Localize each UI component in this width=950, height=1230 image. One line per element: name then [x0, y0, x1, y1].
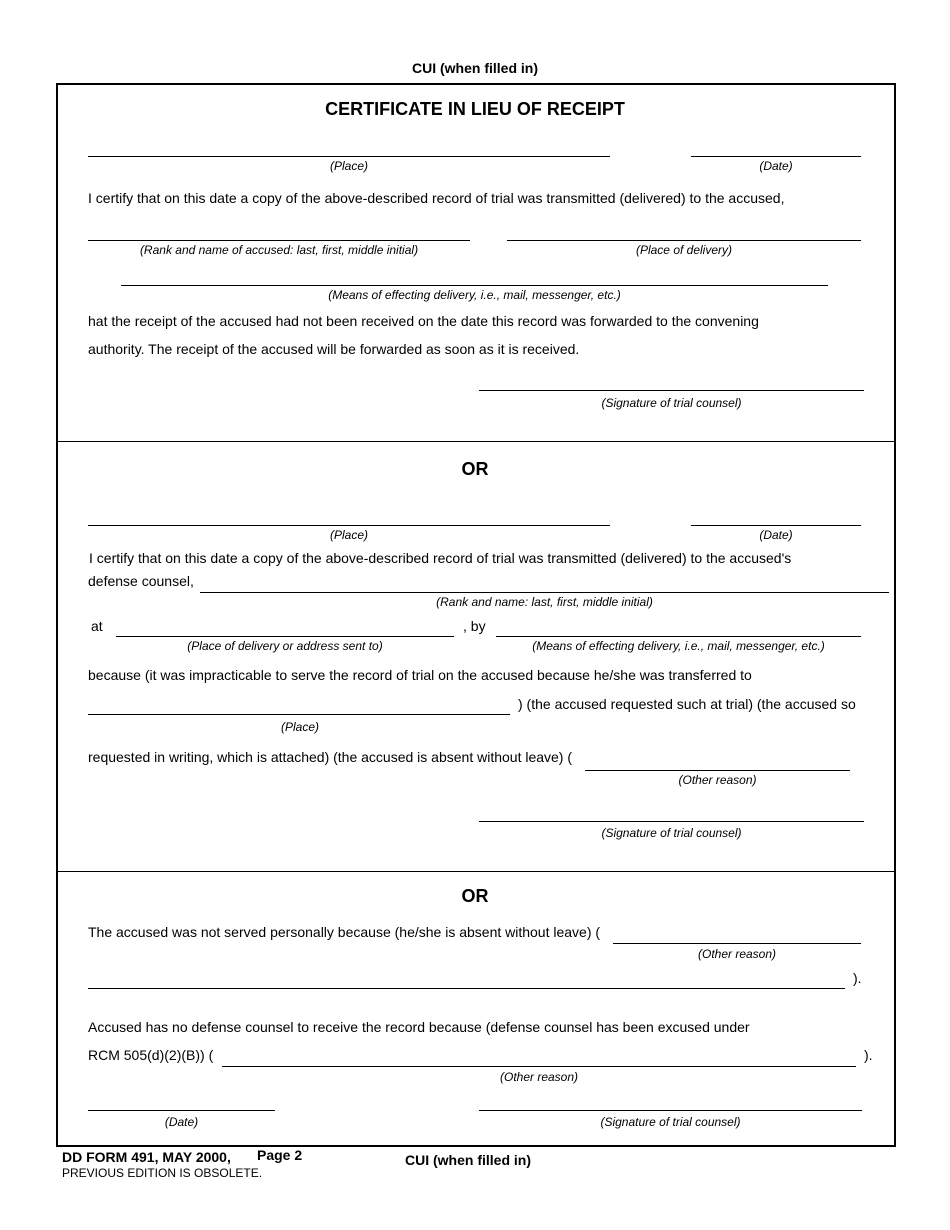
transfer-place-caption: (Place)	[280, 720, 319, 734]
other-reason-field[interactable]	[585, 770, 850, 771]
certify-text: I certify that on this date a copy of the above-described record of trial was transmitted (delivered) to the accused,	[88, 190, 785, 206]
no-counsel-text: Accused has no defense counsel to receive the record because (defense counsel has been excused under	[88, 1019, 750, 1035]
no-counsel-reason-field[interactable]	[222, 1066, 856, 1067]
means-field[interactable]	[121, 285, 828, 286]
place-delivery-field-2[interactable]	[116, 636, 454, 637]
other-reason-caption: (Other reason)	[678, 773, 757, 787]
because-text: because (it was impracticable to serve the record of trial on the accused because he/she was transferred to	[88, 667, 752, 683]
certify-text-2-line-1: I certify that on this date a copy of the above-described record of trial was transmitted (delivered) to the accused's	[89, 550, 792, 566]
date-field[interactable]	[691, 156, 861, 157]
signature-field-2[interactable]	[479, 821, 864, 822]
requested-text: ) (the accused requested such at trial) (the accused so	[518, 696, 856, 712]
means-field-2[interactable]	[496, 636, 861, 637]
not-served-reason-field[interactable]	[613, 943, 861, 944]
signature-caption: (Signature of trial counsel)	[601, 396, 742, 410]
place-caption: (Place)	[329, 159, 368, 173]
not-served-reason-continued-field[interactable]	[88, 988, 845, 989]
rank-name-field[interactable]	[88, 240, 470, 241]
or-separator-2: OR	[461, 886, 489, 906]
counsel-rank-name-field[interactable]	[200, 592, 889, 593]
cui-footer: CUI (when filled in)	[405, 1152, 531, 1168]
place-delivery-caption-2: (Place of delivery or address sent to)	[187, 639, 383, 653]
not-served-text: The accused was not served personally because (he/she is absent without leave) (	[88, 924, 601, 940]
place-field-2[interactable]	[88, 525, 610, 526]
writing-text: requested in writing, which is attached) (the accused is absent without leave) (	[88, 749, 573, 765]
cui-header: CUI (when filled in)	[412, 60, 538, 76]
signature-field-3[interactable]	[479, 1110, 862, 1111]
place-field[interactable]	[88, 156, 610, 157]
receipt-text-line-1: hat the receipt of the accused had not been received on the date this record was forwarded to the convening	[88, 313, 759, 329]
means-caption-2: (Means of effecting delivery, i.e., mail, messenger, etc.)	[532, 639, 825, 653]
page-number: Page 2	[257, 1147, 303, 1163]
not-served-reason-caption: (Other reason)	[697, 947, 777, 961]
signature-caption-3: (Signature of trial counsel)	[600, 1115, 741, 1129]
by-label: , by	[463, 618, 486, 634]
place-delivery-caption: (Place of delivery)	[635, 243, 733, 257]
form-id: DD FORM 491, MAY 2000,	[62, 1149, 231, 1165]
no-counsel-reason-caption: (Other reason)	[499, 1070, 579, 1084]
place-delivery-field[interactable]	[507, 240, 861, 241]
rcm-label: RCM 505(d)(2)(B)) (	[88, 1047, 214, 1063]
obsolete-notice: PREVIOUS EDITION IS OBSOLETE.	[62, 1166, 263, 1180]
close-paren-1: ).	[853, 970, 862, 986]
signature-caption-2: (Signature of trial counsel)	[601, 826, 742, 840]
or-separator-1: OR	[461, 459, 489, 479]
place-caption-2: (Place)	[329, 528, 368, 542]
means-caption: (Means of effecting delivery, i.e., mail, messenger, etc.)	[328, 288, 621, 302]
at-label: at	[91, 618, 103, 634]
section-divider-2	[56, 871, 896, 872]
section-divider-1	[56, 441, 896, 442]
form-title: CERTIFICATE IN LIEU OF RECEIPT	[325, 99, 625, 119]
date-field-2[interactable]	[691, 525, 861, 526]
transfer-place-field[interactable]	[88, 714, 510, 715]
rank-name-caption: (Rank and name of accused: last, first, middle initial)	[139, 243, 419, 257]
date-caption-3: (Date)	[164, 1115, 199, 1129]
date-field-3[interactable]	[88, 1110, 275, 1111]
receipt-text-line-2: authority. The receipt of the accused will be forwarded as soon as it is received.	[88, 341, 580, 357]
signature-field[interactable]	[479, 390, 864, 391]
close-paren-2: ).	[864, 1047, 873, 1063]
counsel-rank-name-caption: (Rank and name: last, first, middle initial)	[436, 595, 653, 609]
date-caption-2: (Date)	[759, 528, 793, 542]
date-caption: (Date)	[759, 159, 793, 173]
certify-text-2-line-2: defense counsel,	[88, 573, 194, 589]
